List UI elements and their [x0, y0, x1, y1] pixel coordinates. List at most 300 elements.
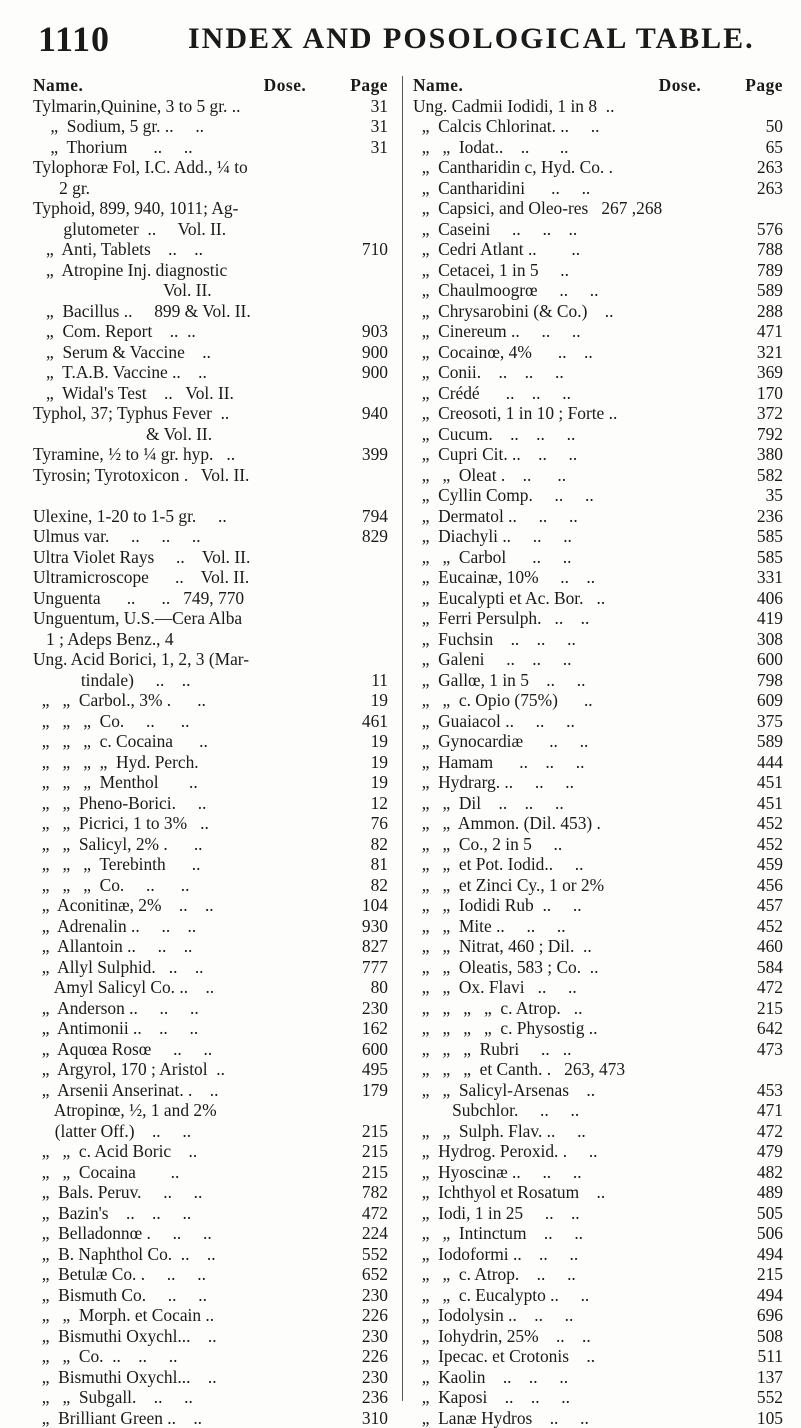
entry-page: 589 — [753, 280, 783, 301]
entry-page: 31 — [367, 116, 388, 137]
entry-page: 456 — [753, 875, 783, 896]
index-entry — [33, 793, 388, 814]
index-entry — [413, 936, 783, 957]
entry-text: „ „ Pheno-Borici. .. — [33, 793, 367, 814]
index-entry — [33, 178, 388, 199]
entry-page: 782 — [358, 1182, 388, 1203]
index-entry — [33, 772, 388, 793]
entry-text: „ Betulæ Co. . .. .. — [33, 1264, 358, 1285]
entry-text: „ „ Picrici, 1 to 3% .. — [33, 813, 367, 834]
index-entry — [413, 1100, 783, 1121]
entry-page: 31 — [367, 96, 388, 117]
index-entry — [413, 813, 783, 834]
entry-page — [384, 649, 388, 670]
entry-page: 798 — [753, 670, 783, 691]
entry-text: Ulmus var. .. .. .. — [33, 526, 358, 547]
entry-page: 444 — [753, 752, 783, 773]
index-entry — [33, 137, 388, 158]
entry-page — [384, 383, 388, 404]
index-column-right — [413, 75, 783, 1428]
entry-text: „ Cinereum .. .. .. — [413, 321, 753, 342]
index-entry — [33, 1285, 388, 1306]
index-entry — [413, 1387, 783, 1408]
entry-text: „ „ c. Atrop. .. .. — [413, 1264, 753, 1285]
entry-page: 406 — [753, 588, 783, 609]
entry-page: 461 — [358, 711, 388, 732]
index-entry — [413, 1141, 783, 1162]
index-entry — [413, 260, 783, 281]
index-entry — [413, 1121, 783, 1142]
entry-page: 494 — [753, 1285, 783, 1306]
index-entry — [413, 506, 783, 527]
index-entry — [33, 1244, 388, 1265]
entry-text: „ „ Morph. et Cocain .. — [33, 1305, 358, 1326]
entry-page: 479 — [753, 1141, 783, 1162]
entry-page: 552 — [358, 1244, 388, 1265]
index-column-left — [33, 75, 388, 1428]
entry-page: 215 — [753, 1264, 783, 1285]
index-entry — [413, 321, 783, 342]
entry-text: „ „ Iodat.. .. .. — [413, 137, 762, 158]
index-entry — [33, 444, 388, 465]
entry-page: 105 — [753, 1408, 783, 1428]
entry-page: 451 — [753, 772, 783, 793]
entry-text: „ Gallœ, 1 in 5 .. .. — [413, 670, 753, 691]
entry-text: „ Cucum. .. .. .. — [413, 424, 753, 445]
index-entry — [413, 362, 783, 383]
index-entry — [413, 567, 783, 588]
index-entry — [413, 895, 783, 916]
index-entry — [33, 239, 388, 260]
index-entry — [413, 301, 783, 322]
entry-page: 696 — [753, 1305, 783, 1326]
index-entry — [33, 1018, 388, 1039]
entry-page — [384, 260, 388, 281]
entry-text: „ „ Ox. Flavi .. .. — [413, 977, 753, 998]
index-entry — [413, 424, 783, 445]
entry-page: 230 — [358, 998, 388, 1019]
entry-page: 472 — [753, 977, 783, 998]
entry-page: 35 — [762, 485, 783, 506]
entry-text: „ Brilliant Green .. .. — [33, 1408, 358, 1428]
entry-list — [33, 96, 388, 1428]
entry-page: 230 — [358, 1367, 388, 1388]
dose-heading: Dose. — [264, 75, 307, 96]
entry-text: „ „ Salicyl, 2% . .. — [33, 834, 367, 855]
entry-page: 310 — [358, 1408, 388, 1428]
index-entry — [413, 280, 783, 301]
index-entry — [33, 752, 388, 773]
entry-page: 236 — [358, 1387, 388, 1408]
index-entry — [33, 219, 388, 240]
index-entry — [33, 1305, 388, 1326]
entry-page: 419 — [753, 608, 783, 629]
entry-text: Ulexine, 1-20 to 1-5 gr. .. — [33, 506, 358, 527]
index-entry — [413, 137, 783, 158]
entry-page — [384, 567, 388, 588]
index-entry — [33, 1264, 388, 1285]
entry-page: 12 — [367, 793, 388, 814]
entry-page: 652 — [358, 1264, 388, 1285]
index-entry — [33, 649, 388, 670]
entry-page: 494 — [753, 1244, 783, 1265]
entry-text: „ „ „ Rubri .. .. — [413, 1039, 753, 1060]
entry-text: „ Allantoin .. .. .. — [33, 936, 358, 957]
entry-page: 215 — [358, 1162, 388, 1183]
entry-text: „ „ Nitrat, 460 ; Dil. .. — [413, 936, 753, 957]
index-entry — [413, 1162, 783, 1183]
entry-page: 585 — [753, 526, 783, 547]
index-entry — [413, 957, 783, 978]
entry-page: 19 — [367, 690, 388, 711]
entry-page: 457 — [753, 895, 783, 916]
index-entry — [33, 96, 388, 117]
entry-text: „ Widal's Test .. Vol. II. — [33, 383, 384, 404]
index-entry — [413, 1039, 783, 1060]
entry-text: Atropinœ, ½, 1 and 2% — [33, 1100, 384, 1121]
entry-page: 331 — [753, 567, 783, 588]
index-entry — [33, 854, 388, 875]
index-entry — [33, 547, 388, 568]
entry-page: 321 — [753, 342, 783, 363]
entry-page: 215 — [358, 1121, 388, 1142]
index-entry — [33, 1059, 388, 1080]
index-entry — [413, 793, 783, 814]
entry-page: 471 — [753, 1100, 783, 1121]
entry-text: Vol. II. — [33, 280, 384, 301]
entry-page: 710 — [358, 239, 388, 260]
entry-text: „ Bazin's .. .. .. — [33, 1203, 358, 1224]
entry-text: „ Iohydrin, 25% .. .. — [413, 1326, 753, 1347]
index-entry — [33, 342, 388, 363]
entry-text: „ „ Co. .. .. .. — [33, 1346, 358, 1367]
entry-page: 789 — [753, 260, 783, 281]
entry-text: Unguenta .. .. 749, 770 — [33, 588, 384, 609]
entry-page: 179 — [358, 1080, 388, 1101]
entry-text: „ Iodi, 1 in 25 .. .. — [413, 1203, 753, 1224]
entry-page: 495 — [358, 1059, 388, 1080]
entry-page: 472 — [753, 1121, 783, 1142]
entry-text: „ „ c. Acid Boric .. — [33, 1141, 358, 1162]
entry-page — [779, 1059, 783, 1080]
entry-page: 380 — [753, 444, 783, 465]
index-entry — [33, 321, 388, 342]
index-entry — [33, 711, 388, 732]
entry-text: Amyl Salicyl Co. .. .. — [33, 977, 367, 998]
entry-page: 453 — [753, 1080, 783, 1101]
entry-text: Ung. Cadmii Iodidi, 1 in 8 .. — [413, 96, 779, 117]
index-entry — [33, 1121, 388, 1142]
index-entry — [33, 1162, 388, 1183]
entry-text: Unguentum, U.S.—Cera Alba — [33, 608, 384, 629]
entry-page: 80 — [367, 977, 388, 998]
entry-page — [384, 280, 388, 301]
index-entry — [33, 116, 388, 137]
entry-page: 460 — [753, 936, 783, 957]
entry-page: 50 — [762, 116, 783, 137]
entry-text: „ Antimonii .. .. .. — [33, 1018, 358, 1039]
entry-text: „ Hyoscinæ .. .. .. — [413, 1162, 753, 1183]
entry-text: „ Iodoformi .. .. .. — [413, 1244, 753, 1265]
entry-text: „ Bismuth Co. .. .. — [33, 1285, 358, 1306]
entry-text: „ „ „ et Canth. . 263, 473 — [413, 1059, 779, 1080]
index-entry — [413, 1326, 783, 1347]
entry-page: 584 — [753, 957, 783, 978]
entry-text: „ „ Intinctum .. .. — [413, 1223, 753, 1244]
index-entry — [413, 649, 783, 670]
entry-page: 777 — [358, 957, 388, 978]
entry-text: „ Hydrog. Peroxid. . .. — [413, 1141, 753, 1162]
entry-page: 451 — [753, 793, 783, 814]
index-entry — [33, 834, 388, 855]
entry-text: „ Calcis Chlorinat. .. .. — [413, 116, 762, 137]
entry-text: „ Capsici, and Oleo-res 267 ,268 — [413, 198, 779, 219]
index-entry — [413, 731, 783, 752]
entry-page — [384, 588, 388, 609]
entry-page: 940 — [358, 403, 388, 424]
entry-text: „ „ Oleat . .. .. — [413, 465, 753, 486]
entry-page: 226 — [358, 1346, 388, 1367]
entry-page: 511 — [754, 1346, 783, 1367]
index-entry — [33, 1367, 388, 1388]
entry-text: „ „ „ c. Cocaina .. — [33, 731, 367, 752]
entry-text: „ Hydrarg. .. .. .. — [413, 772, 753, 793]
entry-text: „ Crédé .. .. .. — [413, 383, 753, 404]
index-entry — [33, 362, 388, 383]
entry-page — [384, 485, 388, 506]
entry-page: 224 — [358, 1223, 388, 1244]
index-entry — [413, 219, 783, 240]
entry-page: 81 — [367, 854, 388, 875]
index-entry — [33, 916, 388, 937]
entry-text: Tylophoræ Fol, I.C. Add., ¼ to — [33, 157, 384, 178]
entry-list — [413, 96, 783, 1428]
index-entry — [413, 916, 783, 937]
entry-text: „ Iodolysin .. .. .. — [413, 1305, 753, 1326]
entry-page: 236 — [753, 506, 783, 527]
page-heading: Page — [346, 75, 388, 96]
index-entry — [413, 977, 783, 998]
index-entry — [413, 465, 783, 486]
index-entry — [33, 1080, 388, 1101]
column-divider — [402, 76, 403, 1401]
entry-page — [384, 608, 388, 629]
entry-page: 375 — [753, 711, 783, 732]
entry-text: „ „ Oleatis, 583 ; Co. .. — [413, 957, 753, 978]
entry-page: 215 — [358, 1141, 388, 1162]
entry-page: 369 — [753, 362, 783, 383]
index-entry — [33, 424, 388, 445]
index-entry — [33, 977, 388, 998]
entry-page: 589 — [753, 731, 783, 752]
entry-text: „ Diachyli .. .. .. — [413, 526, 753, 547]
entry-page — [384, 178, 388, 199]
index-entry — [33, 1346, 388, 1367]
index-entry — [413, 1018, 783, 1039]
index-entry — [33, 731, 388, 752]
index-entry — [33, 506, 388, 527]
entry-page: 76 — [367, 813, 388, 834]
entry-page: 472 — [358, 1203, 388, 1224]
entry-text: „ Anti, Tablets .. .. — [33, 239, 358, 260]
index-entry — [33, 588, 388, 609]
entry-page: 170 — [753, 383, 783, 404]
entry-text: „ Sodium, 5 gr. .. .. — [33, 116, 367, 137]
index-entry — [33, 485, 388, 506]
entry-text: „ Bismuthi Oxychl... .. — [33, 1367, 358, 1388]
index-entry — [413, 670, 783, 691]
page-number: 1110 — [38, 18, 110, 60]
index-entry — [413, 1367, 783, 1388]
page-title: INDEX AND POSOLOGICAL TABLE. — [188, 22, 755, 56]
entry-text: „ Ipecac. et Crotonis .. — [413, 1346, 754, 1367]
index-entry — [413, 403, 783, 424]
entry-text: „ Bacillus .. 899 & Vol. II. — [33, 301, 384, 322]
entry-text: „ Kaolin .. .. .. — [413, 1367, 753, 1388]
entry-text: „ Ferri Persulph. .. .. — [413, 608, 753, 629]
entry-page: 506 — [753, 1223, 783, 1244]
entry-text: Ultra Violet Rays .. Vol. II. — [33, 547, 384, 568]
entry-text: „ „ c. Opio (75%) .. — [413, 690, 753, 711]
entry-text: „ „ „ „ Hyd. Perch. — [33, 752, 367, 773]
entry-text: „ „ Subgall. .. .. — [33, 1387, 358, 1408]
index-entry — [33, 1182, 388, 1203]
entry-page: 399 — [358, 444, 388, 465]
entry-page — [384, 198, 388, 219]
entry-text: „ Lanæ Hydros .. .. — [413, 1408, 753, 1428]
entry-page: 162 — [358, 1018, 388, 1039]
index-entry — [33, 526, 388, 547]
entry-text: „ Guaiacol .. .. .. — [413, 711, 753, 732]
entry-page: 308 — [753, 629, 783, 650]
index-entry — [413, 608, 783, 629]
index-entry — [413, 772, 783, 793]
entry-text: „ Chrysarobini (& Co.) .. — [413, 301, 753, 322]
index-entry — [33, 998, 388, 1019]
index-entry — [413, 1285, 783, 1306]
index-entry — [413, 96, 783, 117]
index-entry — [33, 383, 388, 404]
index-entry — [413, 547, 783, 568]
entry-text: „ Cupri Cit. .. .. .. — [413, 444, 753, 465]
entry-text: „ „ Cocaina .. — [33, 1162, 358, 1183]
index-entry — [413, 690, 783, 711]
index-entry — [413, 342, 783, 363]
entry-text: Ultramicroscope .. Vol. II. — [33, 567, 384, 588]
entry-text: „ Conii. .. .. .. — [413, 362, 753, 383]
index-entry — [413, 1244, 783, 1265]
entry-text: „ Argyrol, 170 ; Aristol .. — [33, 1059, 358, 1080]
entry-page: 263 — [753, 157, 783, 178]
index-entry — [413, 1264, 783, 1285]
index-entry — [413, 998, 783, 1019]
entry-page: 230 — [358, 1285, 388, 1306]
entry-page: 482 — [753, 1162, 783, 1183]
entry-text: Ung. Acid Borici, 1, 2, 3 (Mar- — [33, 649, 384, 670]
entry-page: 600 — [753, 649, 783, 670]
entry-text: „ Hamam .. .. .. — [413, 752, 753, 773]
index-entry — [33, 957, 388, 978]
entry-text: „ „ c. Eucalypto .. .. — [413, 1285, 753, 1306]
index-entry — [413, 1408, 783, 1428]
entry-page: 11 — [367, 670, 388, 691]
entry-text: „ B. Naphthol Co. .. .. — [33, 1244, 358, 1265]
index-entry — [33, 670, 388, 691]
entry-text: „ „ „ Menthol .. — [33, 772, 367, 793]
index-entry — [413, 1059, 783, 1080]
index-entry — [413, 178, 783, 199]
entry-text: „ „ „ „ c. Physostig .. — [413, 1018, 753, 1039]
index-entry — [33, 403, 388, 424]
entry-text: „ Cocainœ, 4% .. .. — [413, 342, 753, 363]
entry-text: Typhol, 37; Typhus Fever .. — [33, 403, 358, 424]
entry-page: 900 — [358, 342, 388, 363]
entry-page: 489 — [753, 1182, 783, 1203]
index-entry — [413, 629, 783, 650]
entry-text: „ „ Co., 2 in 5 .. — [413, 834, 753, 855]
dose-heading: Dose. — [659, 75, 702, 96]
index-entry — [33, 1100, 388, 1121]
entry-text: „ „ Ammon. (Dil. 453) . — [413, 813, 753, 834]
entry-page: 226 — [358, 1305, 388, 1326]
entry-page: 794 — [358, 506, 388, 527]
entry-text: „ Cedri Atlant .. .. — [413, 239, 753, 260]
index-entry — [33, 280, 388, 301]
entry-text: Tyrosin; Tyrotoxicon . Vol. II. — [33, 465, 384, 486]
entry-text: „ „ Salicyl-Arsenas .. — [413, 1080, 753, 1101]
entry-text: „ Caseini .. .. .. — [413, 219, 753, 240]
entry-text: „ Cyllin Comp. .. .. — [413, 485, 762, 506]
index-entry — [33, 1408, 388, 1428]
entry-text: „ Gynocardiæ .. .. — [413, 731, 753, 752]
entry-text: „ Anderson .. .. .. — [33, 998, 358, 1019]
entry-page: 452 — [753, 834, 783, 855]
index-entry — [413, 834, 783, 855]
index-entry — [413, 116, 783, 137]
entry-text: „ „ et Pot. Iodid.. .. — [413, 854, 753, 875]
index-entry — [33, 157, 388, 178]
entry-page — [384, 629, 388, 650]
entry-text: „ Ichthyol et Rosatum .. — [413, 1182, 753, 1203]
entry-text — [33, 485, 384, 506]
entry-page — [384, 547, 388, 568]
index-entry — [33, 1039, 388, 1060]
entry-text: Tyramine, ½ to ¼ gr. hyp. .. — [33, 444, 358, 465]
entry-page — [779, 198, 783, 219]
entry-text: „ Thorium .. .. — [33, 137, 367, 158]
index-entry — [33, 1223, 388, 1244]
index-entry — [413, 239, 783, 260]
entry-text: „ Eucainæ, 10% .. .. — [413, 567, 753, 588]
entry-text: (latter Off.) .. .. — [33, 1121, 358, 1142]
entry-text: Typhoid, 899, 940, 1011; Ag- — [33, 198, 384, 219]
entry-page: 582 — [753, 465, 783, 486]
page-heading: Page — [741, 75, 783, 96]
index-entry — [33, 1141, 388, 1162]
entry-page: 459 — [753, 854, 783, 875]
entry-text: „ Eucalypti et Ac. Bor. .. — [413, 588, 753, 609]
index-entry — [413, 1346, 783, 1367]
entry-text: Subchlor. .. .. — [413, 1100, 753, 1121]
entry-text: „ „ Iodidi Rub .. .. — [413, 895, 753, 916]
index-entry — [413, 383, 783, 404]
entry-text: „ „ Carbol., 3% . .. — [33, 690, 367, 711]
entry-text: „ Chaulmoogrœ .. .. — [413, 280, 753, 301]
entry-page: 792 — [753, 424, 783, 445]
index-entry — [33, 1326, 388, 1347]
entry-text: & Vol. II. — [33, 424, 384, 445]
entry-page — [384, 301, 388, 322]
